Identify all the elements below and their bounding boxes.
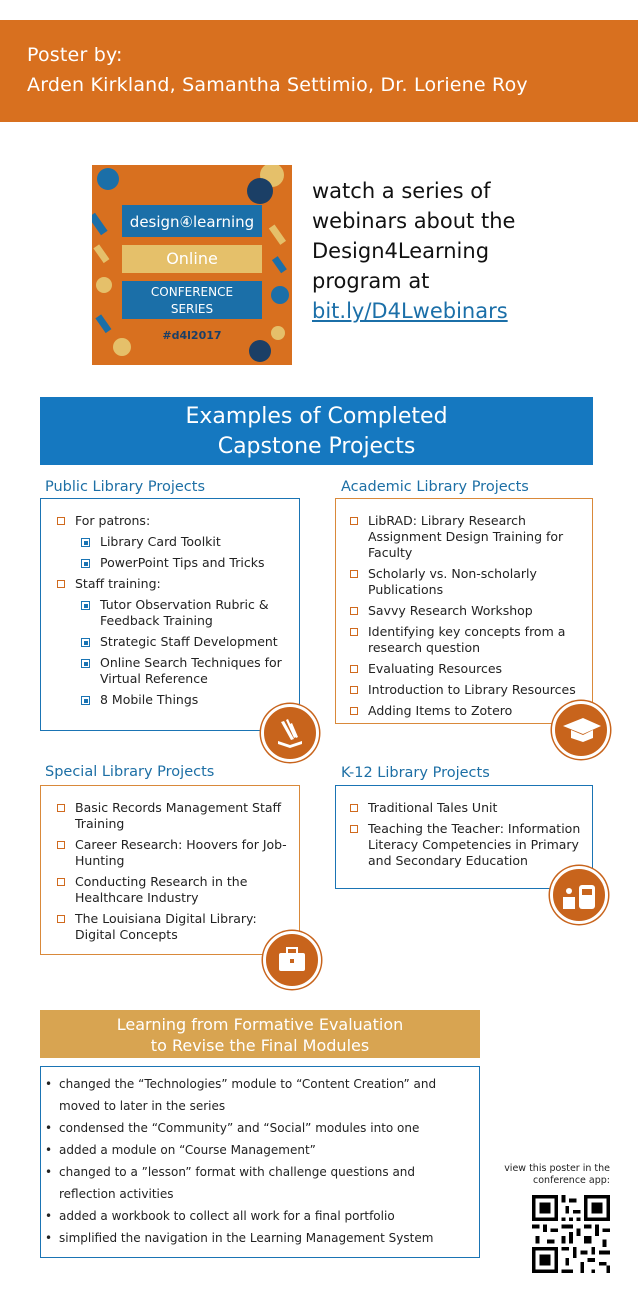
conference-logo xyxy=(92,165,292,365)
list-item: PowerPoint Tips and Tricks xyxy=(57,555,293,571)
list-item: Savvy Research Workshop xyxy=(350,603,588,619)
capstone-banner xyxy=(40,397,593,465)
special-library-box xyxy=(40,785,300,955)
academic-list xyxy=(350,513,588,719)
list-item: • added a workbook to collect all work for a final portfolio xyxy=(43,1205,479,1227)
briefcase-icon xyxy=(263,931,321,989)
list-item: Basic Records Management Staff Training xyxy=(57,800,293,832)
list-item: Scholarly vs. Non-scholarly Publications xyxy=(350,566,588,598)
list-item: Traditional Tales Unit xyxy=(350,800,588,816)
list-item: LibRAD: Library Research Assignment Design Training for Faculty xyxy=(350,513,588,561)
list-item: The Louisiana Digital Library: Digital Concepts xyxy=(57,911,293,943)
authors: Arden Kirkland, Samantha Settimio, Dr. Loriene Roy xyxy=(27,74,528,96)
webinar-link[interactable]: bit.ly/D4Lwebinars xyxy=(312,299,508,323)
list-item: Introduction to Library Resources xyxy=(350,682,588,698)
logo-online: Online xyxy=(166,249,218,268)
webinar-text xyxy=(312,176,515,326)
graduation-cap-icon xyxy=(552,701,610,759)
qr-caption xyxy=(490,1163,610,1187)
formative-banner-line-2: to Revise the Final Modules xyxy=(150,1036,370,1055)
webinar-line-4: program at xyxy=(312,269,430,293)
books-icon xyxy=(261,704,319,762)
capstone-banner-line-2: Capstone Projects xyxy=(217,434,416,459)
k12-library-title: K-12 Library Projects xyxy=(341,765,490,781)
list-item: Conducting Research in the Healthcare Industry xyxy=(57,874,293,906)
webinar-line-3: Design4Learning xyxy=(312,239,490,263)
qr-code-icon[interactable] xyxy=(532,1195,610,1273)
list-item: 8 Mobile Things xyxy=(57,692,293,708)
list-item: • condensed the “Community” and “Social” modules into one xyxy=(43,1117,479,1139)
list-item: Library Card Toolkit xyxy=(57,534,293,550)
list-item: Identifying key concepts from a research question xyxy=(350,624,588,656)
public-library-box xyxy=(40,498,300,731)
academic-library-title: Academic Library Projects xyxy=(341,479,529,495)
list-item: • changed the “Technologies” module to “Content Creation” and xyxy=(43,1073,479,1095)
list-item: reflection activities xyxy=(59,1187,174,1201)
webinar-line-2: webinars about the xyxy=(312,209,516,233)
special-library-title: Special Library Projects xyxy=(45,764,215,780)
list-item: • added a module on “Course Management” xyxy=(43,1139,479,1161)
formative-box xyxy=(40,1066,480,1258)
qr-caption-line-1: view this poster in the xyxy=(504,1163,610,1174)
logo-series: SERIES xyxy=(170,302,214,316)
list-item: Strategic Staff Development xyxy=(57,634,293,650)
list-item: • simplified the navigation in the Learning Management System xyxy=(43,1227,479,1249)
list-item: Teaching the Teacher: Information Literacy Competencies in Primary and Secondary Education xyxy=(350,821,588,869)
list-item: moved to later in the series xyxy=(59,1099,226,1113)
poster-header xyxy=(0,20,638,122)
public-library-title: Public Library Projects xyxy=(45,479,205,495)
list-item: • changed to a ”lesson” format with challenge questions and xyxy=(43,1161,479,1183)
list-item: Staff training: xyxy=(57,576,293,592)
qr-caption-line-2: conference app: xyxy=(533,1175,610,1186)
formative-banner-line-1: Learning from Formative Evaluation xyxy=(116,1015,404,1034)
webinar-line-1: watch a series of xyxy=(312,179,491,203)
list-item: For patrons: xyxy=(57,513,293,529)
list-item: Tutor Observation Rubric & Feedback Training xyxy=(57,597,293,629)
logo-brand: design④learning xyxy=(129,213,255,231)
list-item: Adding Items to Zotero xyxy=(350,703,588,719)
logo-hashtag: #d4l2017 xyxy=(162,329,222,342)
list-item: Career Research: Hoovers for Job-Hunting xyxy=(57,837,293,869)
academic-library-box xyxy=(335,498,593,724)
logo-conference: CONFERENCE xyxy=(150,285,234,299)
formative-banner xyxy=(40,1010,480,1058)
poster-by-label: Poster by: xyxy=(27,44,123,66)
list-item: Evaluating Resources xyxy=(350,661,588,677)
school-icon xyxy=(550,866,608,924)
list-item: Online Search Techniques for Virtual Reference xyxy=(57,655,293,687)
capstone-banner-line-1: Examples of Completed xyxy=(185,404,448,429)
